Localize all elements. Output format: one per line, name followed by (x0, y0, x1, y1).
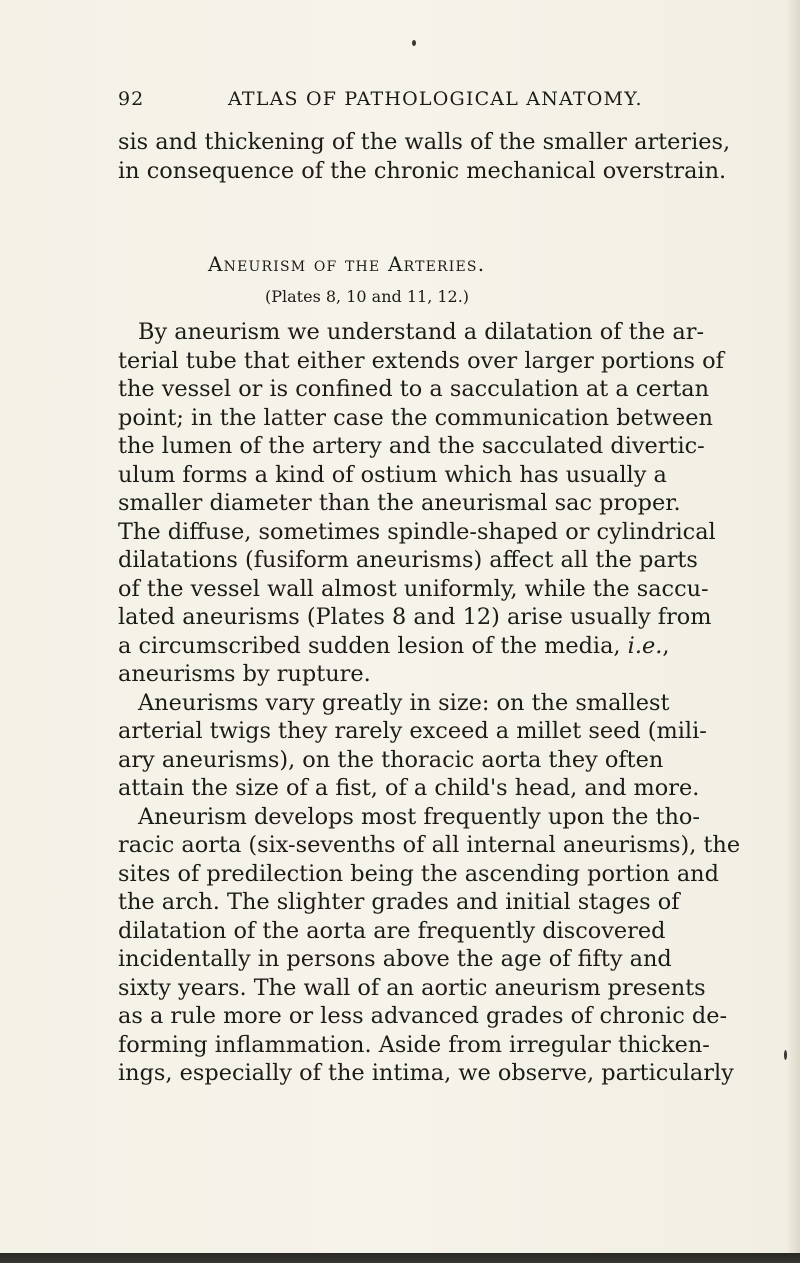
text-line: By aneurism we understand a dilatation of the ar- (138, 319, 705, 345)
text-line: point; in the latter case the communication between (118, 404, 713, 431)
text-line: the vessel or is confined to a sacculation at a certan (118, 376, 710, 402)
text-line: the lumen of the artery and the sacculated divertic- (118, 433, 705, 459)
text-line: ulum forms a kind of ostium which has usually a (118, 461, 667, 488)
text-line: lated aneurisms (Plates 8 and 12) arise usually from (118, 604, 712, 630)
page-number: 92 (118, 88, 145, 110)
text-line: The diffuse, sometimes spindle-shaped or cylindrical (118, 518, 716, 545)
text-line: sis and thickening of the walls of the smaller arteries, (118, 129, 731, 155)
section-heading: Aneurism of the Arteries. (208, 252, 486, 276)
text-line: a circumscribed sudden lesion of the media, i.e., (118, 632, 670, 659)
text-line: attain the size of a fist, of a child's head, and more. (118, 775, 700, 801)
ink-speck (412, 40, 416, 46)
ink-speck (784, 1050, 787, 1060)
text-line: in consequence of the chronic mechanical overstrain. (118, 157, 727, 184)
text-line: of the vessel wall almost uniformly, while the saccu- (118, 575, 709, 602)
intro-paragraph (118, 128, 731, 185)
text-line: racic aorta (six-sevenths of all internal aneurisms), the (118, 832, 741, 858)
text-line: Aneurism develops most frequently upon the tho- (138, 803, 700, 830)
page-edge-shadow (786, 0, 800, 1263)
text-line: Aneurisms vary greatly in size: on the smallest (138, 689, 670, 716)
text-line: aneurisms by rupture. (118, 661, 371, 687)
text-line: dilatation of the aorta are frequently discovered (118, 917, 666, 944)
text-line: smaller diameter than the aneurismal sac proper. (118, 490, 681, 516)
text-line: as a rule more or less advanced grades of chronic de- (118, 1003, 728, 1029)
text-line: sites of predilection being the ascending portion and (118, 860, 719, 887)
text-line: incidentally in persons above the age of fifty and (118, 946, 672, 972)
italic-abbreviation: i.e. (627, 632, 663, 659)
page-bottom-edge (0, 1253, 800, 1263)
text-line: sixty years. The wall of an aortic aneurism presents (118, 974, 706, 1001)
text-line: arterial twigs they rarely exceed a millet seed (mili- (118, 718, 707, 744)
running-head-title: ATLAS OF PATHOLOGICAL ANATOMY. (228, 88, 643, 110)
main-text-body (118, 318, 741, 1088)
text-line: ary aneurisms), on the thoracic aorta they often (118, 746, 664, 773)
text-line: terial tube that either extends over larger portions of (118, 347, 724, 374)
text-line: the arch. The slighter grades and initial stages of (118, 889, 680, 915)
text-line: forming inflammation. Aside from irregular thicken- (118, 1031, 710, 1058)
running-header (118, 88, 643, 116)
text-line: dilatations (fusiform aneurisms) affect all the parts (118, 547, 698, 573)
plates-reference: (Plates 8, 10 and 11, 12.) (265, 287, 470, 306)
text-line: ings, especially of the intima, we observe, particularly (118, 1060, 734, 1086)
